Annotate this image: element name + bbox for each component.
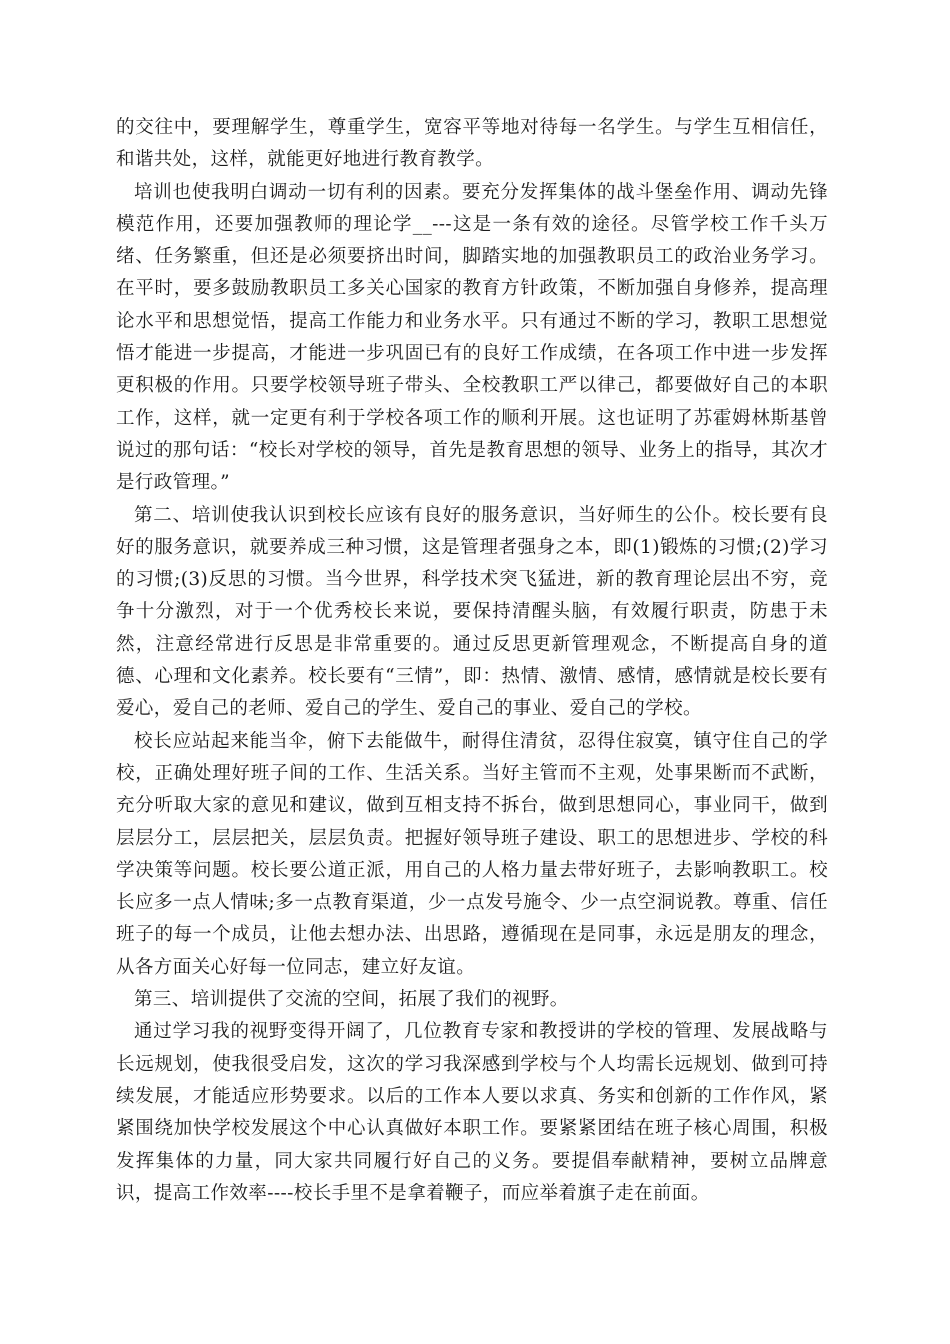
paragraph-vision: 通过学习我的视野变得开阔了，几位教育专家和教授讲的学校的管理、发展战略与长远规划，使我很受启发，这次的学习我深感到学校与个人均需长远规划、做到可持续发展，才能适应形势要求。以后的工作本人要以求真、务实和创新的工作作风，紧紧围绕加快学校发展这个中心认真做好本职工作。要紧紧团结在班子核心周围，积极发挥集体的力量，同大家共同履行好自己的义务。要提倡奉献精神，要树立品牌意识，提高工作效率----校长手里不是拿着鞭子，而应举着旗子走在前面。	[116, 1021, 828, 1204]
document-body	[116, 112, 828, 1210]
paragraph-training-factors: 培训也使我明白调动一切有利的因素。要充分发挥集体的战斗堡垒作用、调动先锋模范作用，还要加强教师的理论学__---这是一条有效的途径。尽管学校工作千头万绪、任务繁重，但还是必须要挤出时间，脚踏实地的加强教职员工的政治业务学习。在平时，要多鼓励教职员工多关心国家的教育方针政策，不断加强自身修养，提高理论水平和思想觉悟，提高工作能力和业务水平。只有通过不断的学习，教职工思想觉悟才能进一步提高，才能进一步巩固已有的良好工作成绩，在各项工作中进一步发挥更积极的作用。只要学校领导班子带头、全校教职工严以律己，都要做好自己的本职工作，这样，就一定更有利于学校各项工作的顺利开展。这也证明了苏霍姆林斯基曾说过的那句话：“校长对学校的领导，首先是教育思想的领导、业务上的指导，其次才是行政管理。”	[116, 181, 828, 494]
paragraph-third-heading: 第三、培训提供了交流的空间，拓展了我们的视野。	[134, 989, 569, 1011]
paragraph-second-service: 第二、培训使我认识到校长应该有良好的服务意识，当好师生的公仆。校长要有良好的服务意识，就要养成三种习惯，这是管理者强身之本，即(1)锻炼的习惯;(2)学习的习惯;(3)反思的习惯。当今世界，科学技术突飞猛进，新的教育理论层出不穷，竞争十分激烈，对于一个优秀校长来说，要保持清醒头脑，有效履行职责，防患于未然，注意经常进行反思是非常重要的。通过反思更新管理观念，不断提高自身的道德、心理和文化素养。校长要有“三情”，即：热情、激情、感情，感情就是校长要有爱心，爱自己的老师、爱自己的学生、爱自己的事业、爱自己的学校。	[116, 504, 828, 720]
paragraph-continuation: 的交往中，要理解学生，尊重学生，宽容平等地对待每一名学生。与学生互相信任，和谐共处，这样，就能更好地进行教育教学。	[116, 117, 828, 171]
paragraph-principal-conduct: 校长应站起来能当伞，俯下去能做牛，耐得住清贫，忍得住寂寞，镇守住自己的学校，正确处理好班子间的工作、生活关系。当好主管而不主观，处事果断而不武断，充分听取大家的意见和建议，做到互相支持不拆台，做到思想同心，事业同干，做到层层分工，层层把关，层层负责。把握好领导班子建设、职工的思想进步、学校的科学决策等问题。校长要公道正派，用自己的人格力量去带好班子，去影响教职工。校长应多一点人情味;多一点教育渠道，少一点发号施令、少一点空洞说教。尊重、信任班子的每一个成员，让他去想办法、出思路，遵循现在是同事，永远是朋友的理念，从各方面关心好每一位同志，建立好友谊。	[116, 730, 828, 978]
